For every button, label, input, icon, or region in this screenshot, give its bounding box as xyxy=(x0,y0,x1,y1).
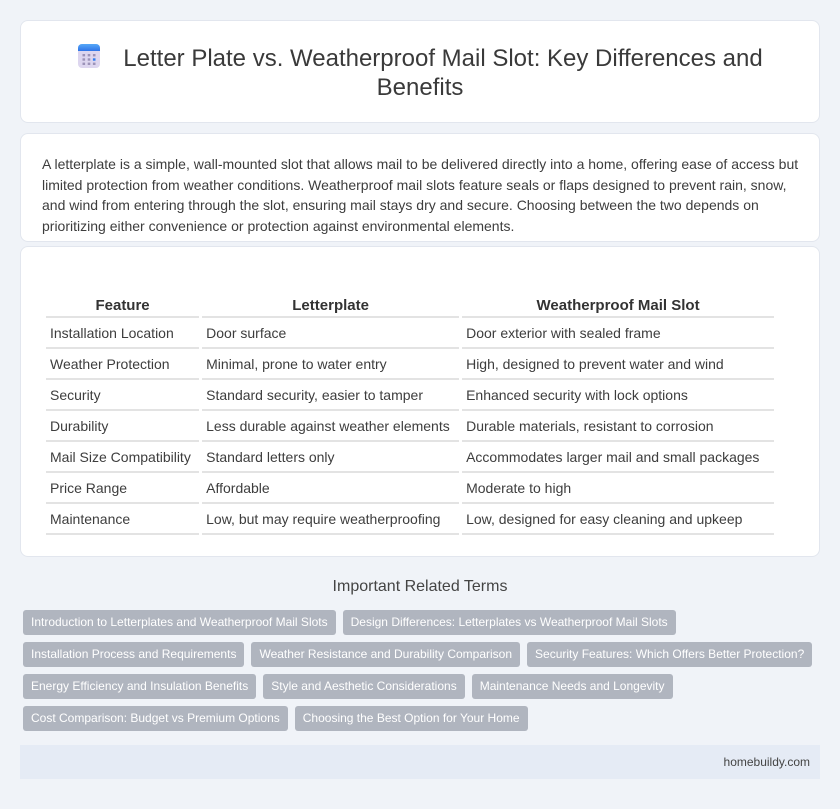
comparison-table-card xyxy=(20,246,820,557)
table-row xyxy=(46,380,774,411)
intro-card xyxy=(20,133,820,242)
cell-letterplate: Low, but may require weatherproofing xyxy=(202,504,459,535)
cell-feature: Maintenance xyxy=(46,504,199,535)
cell-letterplate: Affordable xyxy=(202,473,459,504)
table-row xyxy=(46,442,774,473)
cell-weatherproof: Accommodates larger mail and small packages xyxy=(462,442,774,473)
related-terms-heading: Important Related Terms xyxy=(332,578,508,595)
calendar-icon xyxy=(77,43,101,69)
cell-weatherproof: Enhanced security with lock options xyxy=(462,380,774,411)
column-header-letterplate: Letterplate xyxy=(202,294,459,318)
related-term-tag[interactable]: Style and Aesthetic Considerations xyxy=(263,674,464,699)
cell-letterplate: Less durable against weather elements xyxy=(202,411,459,442)
intro-paragraph: A letterplate is a simple, wall-mounted slot that allows mail to be delivered directly into a home, offering ease of access but limited protection from weather conditions. Weatherproof mail slots feature seals or flaps designed to prevent rain, snow, and wind from entering through the slot, ensuring mail stays dry and secure. Choosing between the two depends on prioritizing either convenience or protection against environmental elements. xyxy=(42,156,799,234)
cell-letterplate: Standard letters only xyxy=(202,442,459,473)
cell-letterplate: Door surface xyxy=(202,318,459,349)
footer xyxy=(20,745,820,779)
comparison-table xyxy=(43,294,777,535)
cell-letterplate: Standard security, easier to tamper xyxy=(202,380,459,411)
related-term-tag[interactable]: Energy Efficiency and Insulation Benefits xyxy=(23,674,256,699)
cell-weatherproof: Moderate to high xyxy=(462,473,774,504)
cell-feature: Price Range xyxy=(46,473,199,504)
cell-feature: Security xyxy=(46,380,199,411)
table-row xyxy=(46,318,774,349)
page-title: Letter Plate vs. Weatherproof Mail Slot: Key Differences and Benefits xyxy=(123,45,763,101)
table-row xyxy=(46,504,774,535)
cell-feature: Installation Location xyxy=(46,318,199,349)
table-row xyxy=(46,473,774,504)
related-term-tag[interactable]: Design Differences: Letterplates vs Weatherproof Mail Slots xyxy=(343,610,676,635)
related-term-tag[interactable]: Introduction to Letterplates and Weatherproof Mail Slots xyxy=(23,610,336,635)
cell-weatherproof: Door exterior with sealed frame xyxy=(462,318,774,349)
related-term-tag[interactable]: Weather Resistance and Durability Comparison xyxy=(251,642,520,667)
column-header-weatherproof-mail-slot: Weatherproof Mail Slot xyxy=(462,294,774,318)
page-title-wrap xyxy=(21,43,819,102)
column-header-feature: Feature xyxy=(46,294,199,318)
related-term-tag[interactable]: Choosing the Best Option for Your Home xyxy=(295,706,528,731)
cell-feature: Durability xyxy=(46,411,199,442)
cell-weatherproof: High, designed to prevent water and wind xyxy=(462,349,774,380)
related-terms-list xyxy=(23,610,823,731)
cell-feature: Weather Protection xyxy=(46,349,199,380)
cell-weatherproof: Durable materials, resistant to corrosion xyxy=(462,411,774,442)
cell-weatherproof: Low, designed for easy cleaning and upkeep xyxy=(462,504,774,535)
related-term-tag[interactable]: Maintenance Needs and Longevity xyxy=(472,674,673,699)
title-card xyxy=(20,20,820,123)
cell-feature: Mail Size Compatibility xyxy=(46,442,199,473)
cell-letterplate: Minimal, prone to water entry xyxy=(202,349,459,380)
related-term-tag[interactable]: Cost Comparison: Budget vs Premium Options xyxy=(23,706,288,731)
table-header-row xyxy=(46,294,774,318)
footer-site-name: homebuildy.com xyxy=(723,755,810,769)
table-row xyxy=(46,349,774,380)
related-term-tag[interactable]: Security Features: Which Offers Better Protection? xyxy=(527,642,812,667)
related-term-tag[interactable]: Installation Process and Requirements xyxy=(23,642,244,667)
table-row xyxy=(46,411,774,442)
